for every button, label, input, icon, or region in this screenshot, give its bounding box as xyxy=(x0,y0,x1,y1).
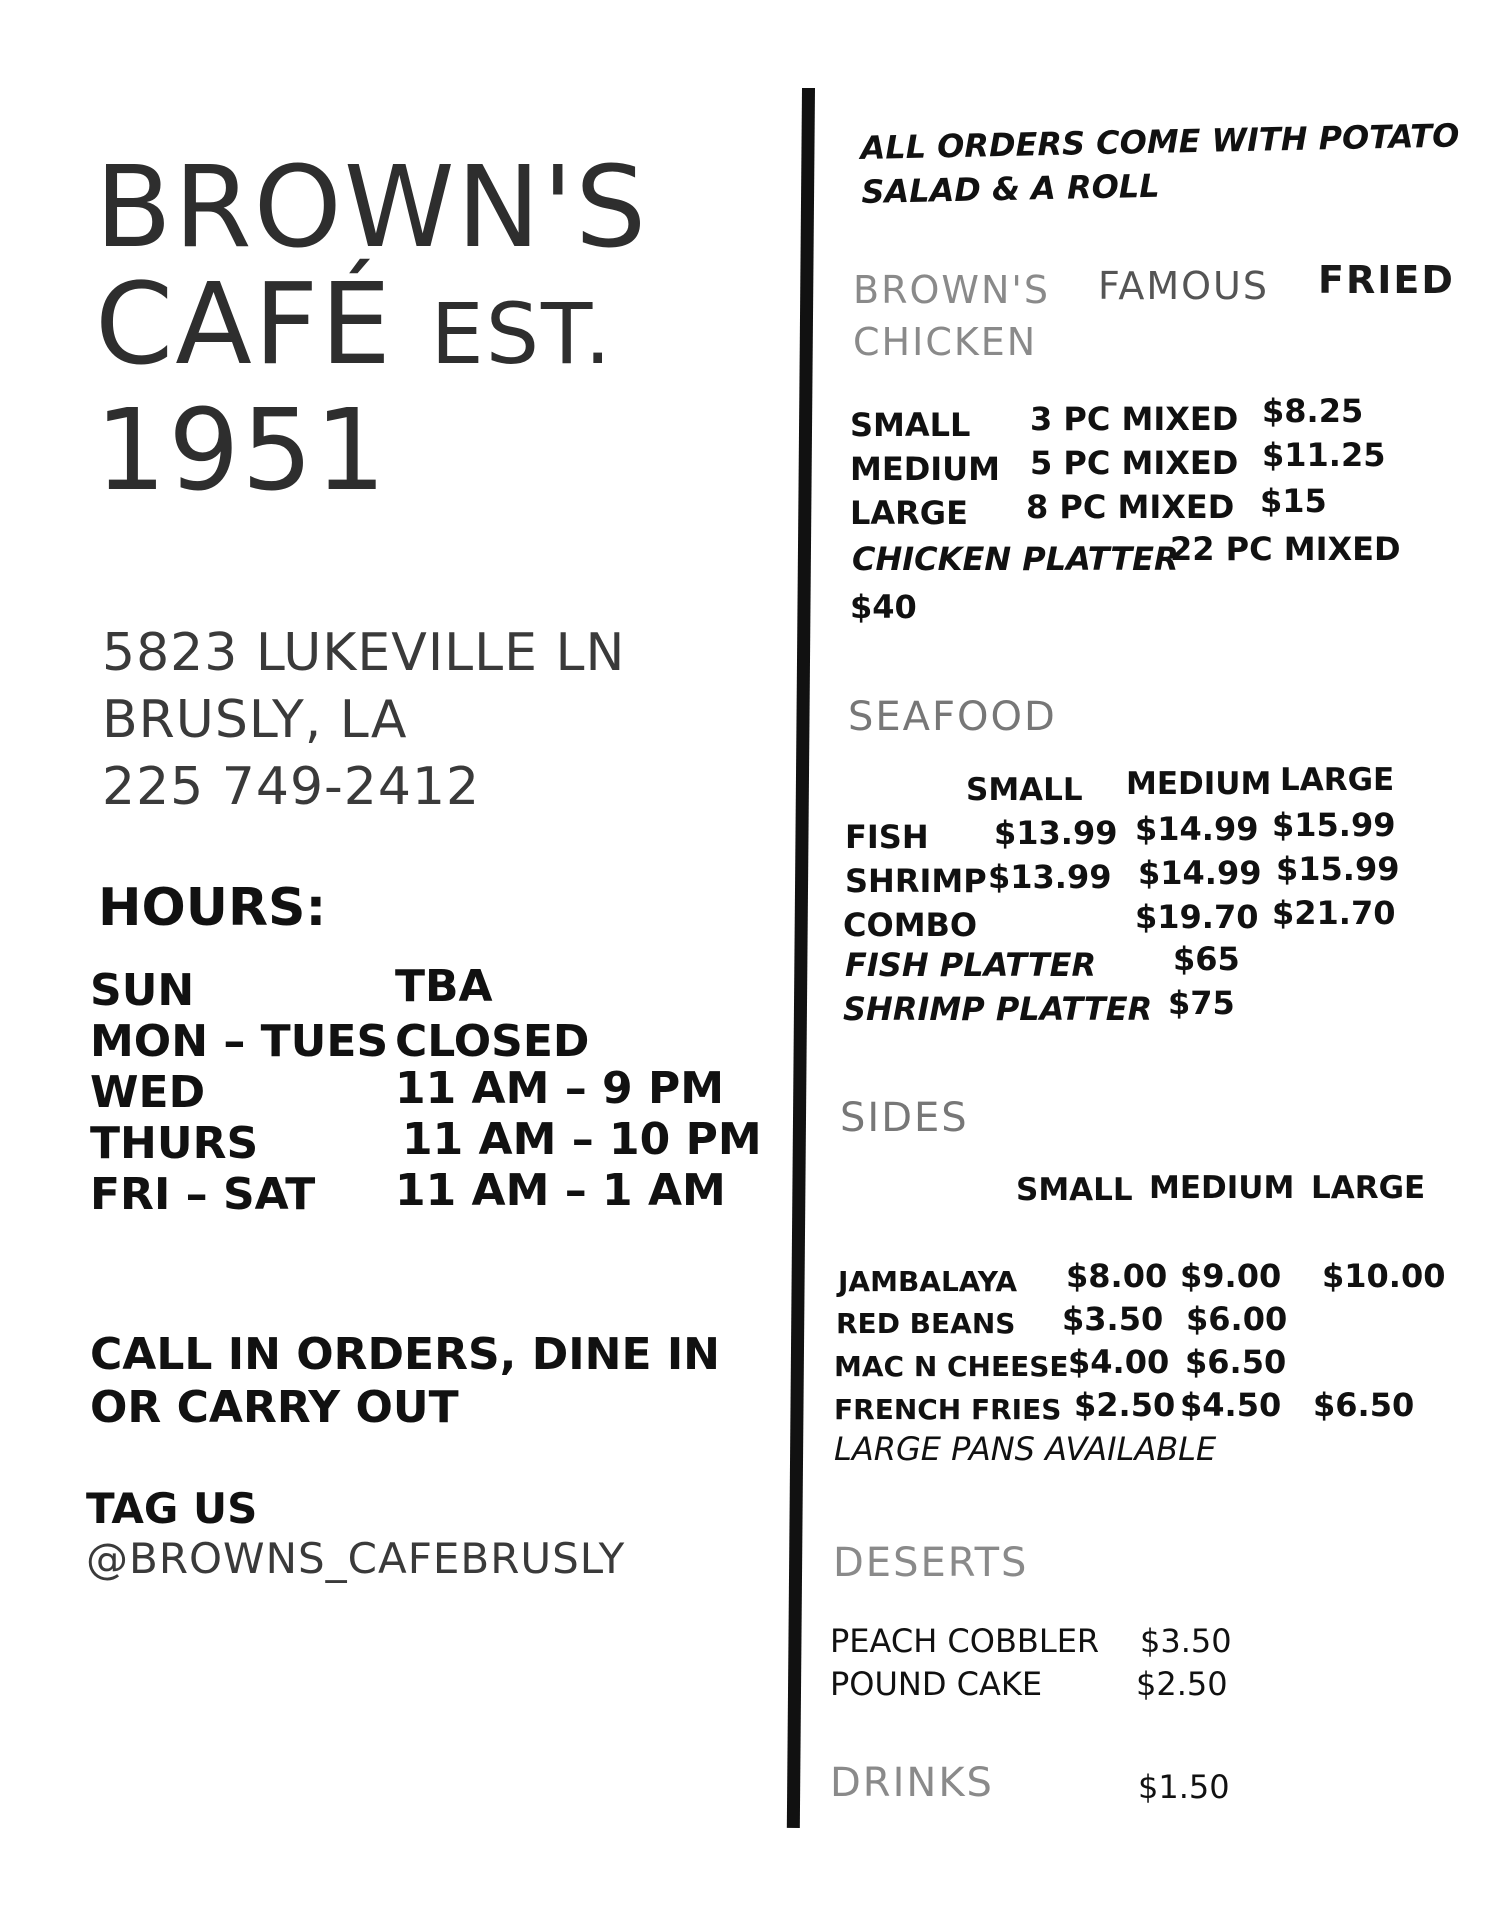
seafood-item: SHRIMP xyxy=(845,862,987,900)
desert-item: PEACH COBBLER xyxy=(830,1622,1100,1660)
side-item: JAMBALAYA xyxy=(838,1265,1018,1298)
column-divider xyxy=(787,88,815,1828)
title-est: EST. xyxy=(430,285,614,383)
orders-note-line-1: ALL ORDERS COME WITH POTATO xyxy=(860,116,1460,167)
chicken-platter-price: $40 xyxy=(850,588,917,626)
title-line-1: BROWN'S xyxy=(95,143,649,273)
side-item: FRENCH FRIES xyxy=(834,1393,1062,1426)
seafood-col-medium: MEDIUM xyxy=(1126,766,1272,802)
chicken-price: $8.25 xyxy=(1262,392,1364,430)
sides-heading: SIDES xyxy=(840,1095,969,1141)
side-price-medium: $4.50 xyxy=(1180,1386,1282,1424)
chicken-heading-word-1: BROWN'S xyxy=(853,268,1050,312)
drinks-price: $1.50 xyxy=(1138,1768,1230,1806)
seafood-item: FISH xyxy=(845,818,929,856)
order-options-line-2: OR CARRY OUT xyxy=(90,1382,459,1433)
hours-day: WED xyxy=(90,1067,206,1118)
seafood-heading: SEAFOOD xyxy=(848,694,1057,740)
chicken-heading xyxy=(853,268,1050,312)
side-price-small: $2.50 xyxy=(1074,1386,1176,1424)
seafood-platter-name: FISH PLATTER xyxy=(845,946,1097,984)
hours-time: 11 AM – 9 PM xyxy=(395,1063,724,1114)
title-line-2 xyxy=(95,260,648,393)
orders-note-line-2: SALAD & A ROLL xyxy=(860,166,1160,211)
seafood-item: COMBO xyxy=(843,906,978,944)
title-cafe: CAFÉ xyxy=(95,260,394,390)
side-price-medium: $6.00 xyxy=(1186,1300,1288,1338)
chicken-size: LARGE xyxy=(850,494,968,532)
orders-note xyxy=(860,113,1461,214)
side-item: MAC N CHEESE xyxy=(834,1350,1069,1383)
seafood-col-large: LARGE xyxy=(1280,762,1395,798)
cafe-title xyxy=(95,143,649,516)
seafood-col-small: SMALL xyxy=(966,772,1083,808)
hours-table xyxy=(90,961,762,1225)
sides-col-medium: MEDIUM xyxy=(1149,1170,1295,1206)
chicken-desc: 8 PC MIXED xyxy=(1026,488,1235,526)
sides-note: LARGE PANS AVAILABLE xyxy=(834,1430,1217,1468)
title-year: 1951 xyxy=(95,386,389,516)
sides-col-small: SMALL xyxy=(1016,1172,1133,1208)
chicken-platter-name: CHICKEN PLATTER xyxy=(852,540,1179,578)
desert-price: $2.50 xyxy=(1136,1665,1228,1703)
side-item: RED BEANS xyxy=(836,1307,1016,1340)
desert-price: $3.50 xyxy=(1140,1622,1232,1660)
seafood-platter-price: $75 xyxy=(1168,984,1235,1022)
address-city: BRUSLY, LA xyxy=(102,690,408,750)
tag-heading: TAG US xyxy=(86,1484,258,1533)
hours-time: 11 AM – 10 PM xyxy=(402,1114,762,1165)
seafood-price-small: $13.99 xyxy=(988,858,1112,896)
chicken-size: SMALL xyxy=(850,406,971,444)
hours-time: CLOSED xyxy=(395,1016,590,1067)
hours-time: TBA xyxy=(395,961,493,1012)
hours-heading: HOURS: xyxy=(98,878,327,938)
chicken-heading-famous: FAMOUS xyxy=(1098,264,1269,308)
chicken-heading-chicken: CHICKEN xyxy=(853,320,1038,364)
seafood-platter-name: SHRIMP PLATTER xyxy=(843,990,1153,1028)
chicken-price: $15 xyxy=(1260,482,1327,520)
social-handle: @BROWNS_CAFEBRUSLY xyxy=(86,1534,626,1583)
seafood-price-medium: $14.99 xyxy=(1135,810,1259,848)
seafood-price-large: $21.70 xyxy=(1272,894,1396,932)
seafood-price-large: $15.99 xyxy=(1276,850,1400,888)
side-price-large: $10.00 xyxy=(1322,1257,1446,1295)
seafood-price-large: $15.99 xyxy=(1272,806,1396,844)
side-price-small: $8.00 xyxy=(1066,1257,1168,1295)
side-price-large: $6.50 xyxy=(1313,1386,1415,1424)
chicken-size: MEDIUM xyxy=(850,450,1000,488)
chicken-price: $11.25 xyxy=(1262,436,1386,474)
phone-number: 225 749-2412 xyxy=(102,757,481,817)
seafood-price-medium: $14.99 xyxy=(1138,854,1262,892)
side-price-small: $3.50 xyxy=(1062,1300,1164,1338)
desert-item: POUND CAKE xyxy=(830,1665,1043,1703)
hours-day: THURS xyxy=(90,1118,259,1169)
chicken-platter-desc: 22 PC MIXED xyxy=(1170,530,1401,568)
deserts-heading: DESERTS xyxy=(833,1540,1029,1586)
seafood-platter-price: $65 xyxy=(1173,940,1240,978)
address-block xyxy=(102,620,625,821)
sides-col-large: LARGE xyxy=(1311,1170,1426,1206)
seafood-price-small: $13.99 xyxy=(994,814,1118,852)
side-price-small: $4.00 xyxy=(1068,1343,1170,1381)
chicken-desc: 3 PC MIXED xyxy=(1030,400,1239,438)
hours-time: 11 AM – 1 AM xyxy=(395,1165,726,1216)
side-price-medium: $9.00 xyxy=(1180,1257,1282,1295)
side-price-medium: $6.50 xyxy=(1185,1343,1287,1381)
hours-day: FRI – SAT xyxy=(90,1169,316,1220)
chicken-heading-fried: FRIED xyxy=(1318,258,1455,302)
seafood-price-medium: $19.70 xyxy=(1135,898,1259,936)
order-options-line-1: CALL IN ORDERS, DINE IN xyxy=(90,1329,721,1380)
address-street: 5823 LUKEVILLE LN xyxy=(102,623,626,683)
hours-day: SUN xyxy=(90,965,195,1016)
chicken-desc: 5 PC MIXED xyxy=(1030,444,1239,482)
hours-day: MON – TUES xyxy=(90,1016,389,1067)
social-tag xyxy=(86,1484,625,1584)
order-options xyxy=(90,1328,720,1434)
drinks-heading: DRINKS xyxy=(830,1760,994,1806)
